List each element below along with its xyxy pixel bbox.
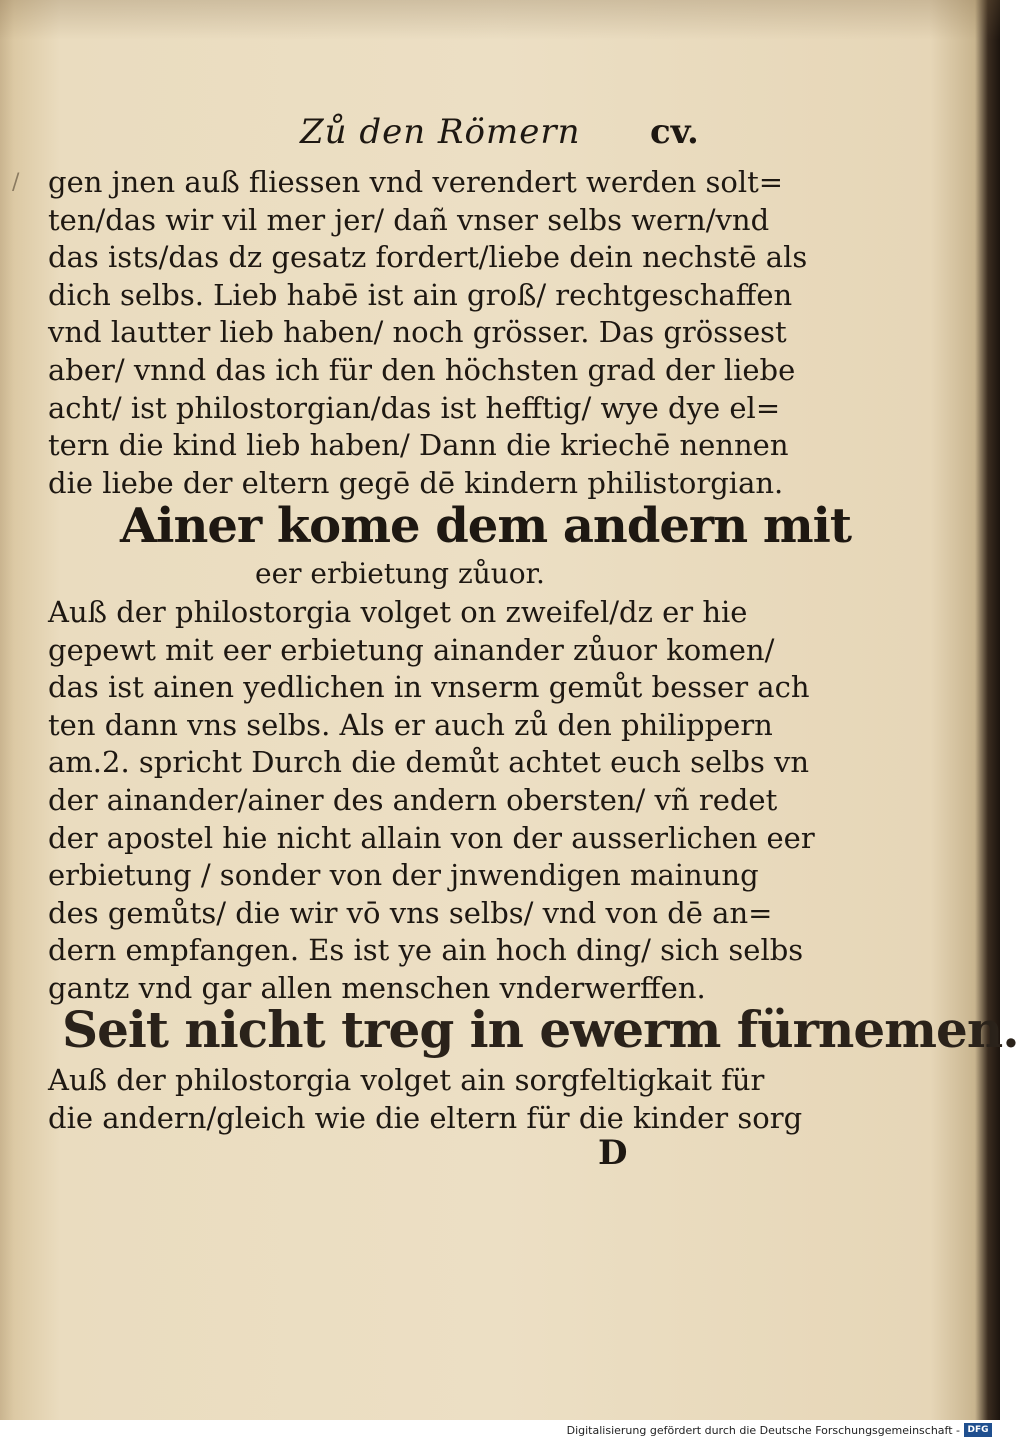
catchword: D [598, 1133, 628, 1173]
text-line: ten dann vns selbs. Als er auch zů den philippern [48, 707, 773, 742]
text-block-2 [48, 594, 815, 1008]
text-line: tern die kind lieb haben/ Dann die kriechē nennen [48, 428, 789, 463]
funding-credit: Digitalisierung gefördert durch die Deutsche Forschungsgemeinschaft - [566, 1424, 960, 1437]
text-line: am.2. spricht Durch die demůt achtet euch selbs vn [48, 745, 810, 780]
folio-number: cv. [650, 112, 699, 152]
text-line: dich selbs. Lieb habē ist ain groß/ rechtgeschaffen [48, 277, 793, 312]
text-line: der apostel hie nicht allain von der ausserlichen eer [48, 820, 815, 855]
text-line: die liebe der eltern gegē dē kindern philistorgian. [48, 465, 784, 500]
dfg-logo: DFG [964, 1423, 992, 1437]
text-line: die andern/gleich wie die eltern für die kinder sorg [48, 1100, 803, 1135]
text-line: vnd lautter lieb haben/ noch grösser. Das grössest [48, 315, 787, 350]
text-line: erbietung / sonder von der jnwendigen mainung [48, 858, 759, 893]
margin-mark: / [12, 170, 20, 195]
page-shadow [0, 0, 1000, 40]
digitization-footer [0, 1420, 1000, 1442]
text-line: gepewt mit eer erbietung ainander zůuor komen/ [48, 632, 775, 667]
text-line: Auß der philostorgia volget ain sorgfeltigkait für [48, 1063, 765, 1097]
text-block-3 [48, 1062, 803, 1137]
section-subheading: eer erbietung zůuor. [255, 557, 545, 590]
text-line: das ist ainen yedlichen in vnserm gemůt besser ach [48, 670, 810, 705]
text-line: der ainander/ainer des andern obersten/ vñ redet [48, 782, 778, 817]
section-heading: Ainer kome dem andern mit [120, 498, 852, 554]
text-line: ten/das wir vil mer jer/ dañ vnser selbs wern/vnd [48, 202, 770, 237]
running-title: Zů den Römern [300, 112, 581, 152]
text-line: das ists/das dz gesatz fordert/liebe dein nechstē als [48, 240, 808, 275]
text-line: acht/ ist philostorgian/das ist hefftig/ wye dye el= [48, 390, 781, 425]
text-line: dern empfangen. Es ist ye ain hoch ding/ sich selbs [48, 933, 804, 968]
text-line: gantz vnd gar allen menschen vnderwerffen. [48, 970, 706, 1005]
text-line: Auß der philostorgia volget on zweifel/dz er hie [48, 595, 748, 629]
text-block-1 [48, 164, 808, 502]
text-line: gen jnen auß fliessen vnd verendert werden solt= [48, 165, 784, 199]
text-line: aber/ vnnd das ich für den höchsten grad der liebe [48, 352, 796, 387]
section-heading: Seit nicht treg in ewerm fürnemen. [62, 1000, 1019, 1059]
text-line: des gemůts/ die wir vō vns selbs/ vnd von dē an= [48, 895, 773, 930]
